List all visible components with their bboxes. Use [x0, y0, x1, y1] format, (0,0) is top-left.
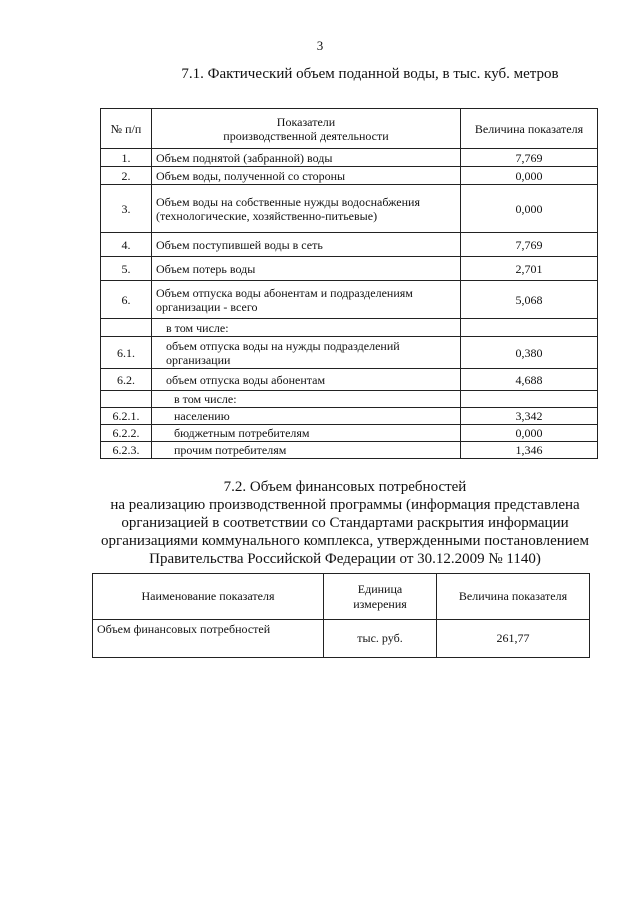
row-value: 1,346	[461, 442, 598, 459]
header-unit-line1: Единица	[357, 581, 403, 596]
table-row	[101, 167, 598, 185]
header-name: Наименование показателя	[93, 574, 324, 620]
row-num: 3.	[101, 185, 152, 233]
table-row	[101, 369, 598, 391]
row-value: 0,000	[461, 185, 598, 233]
row-name: Объем финансовых потребностей	[93, 620, 324, 658]
row-value: 0,000	[461, 425, 598, 442]
table-row	[101, 425, 598, 442]
section2-title	[80, 478, 610, 568]
row-label: объем отпуска воды абонентам	[152, 369, 461, 391]
section2-title-line4: организациями коммунального комплекса, утвержденными постановлением	[101, 533, 589, 549]
row-value	[461, 391, 598, 408]
row-label: бюджетным потребителям	[152, 425, 461, 442]
row-label: прочим потребителям	[152, 442, 461, 459]
table-row	[101, 149, 598, 167]
row-label: Объем воды, полученной со стороны	[152, 167, 461, 185]
row-unit: тыс. руб.	[324, 620, 437, 658]
row-value: 2,701	[461, 257, 598, 281]
row-num: 6.2.	[101, 369, 152, 391]
section2-title-line5: Правительства Российской Федерации от 30.12.2009 № 1140)	[149, 551, 541, 567]
row-num: 2.	[101, 167, 152, 185]
table-row	[101, 233, 598, 257]
header-value: Величина показателя	[461, 109, 598, 149]
row-label: Объем отпуска воды абонентам и подразделениям организации - всего	[152, 281, 461, 319]
header-indicator	[152, 109, 461, 149]
row-label: в том числе:	[152, 391, 461, 408]
table-row	[101, 185, 598, 233]
header-unit-line2: измерения	[353, 596, 407, 611]
row-label: Объем поступившей воды в сеть	[152, 233, 461, 257]
header-indicator-line2: производственной деятельности	[223, 128, 389, 143]
row-num: 1.	[101, 149, 152, 167]
section1-title: 7.1. Фактический объем поданной воды, в тыс. куб. метров	[181, 66, 559, 82]
table-row	[101, 257, 598, 281]
table-header-row	[101, 109, 598, 149]
table-row	[101, 337, 598, 369]
page-number: 3	[316, 38, 324, 53]
header-value: Величина показателя	[437, 574, 590, 620]
row-num: 5.	[101, 257, 152, 281]
row-value: 7,769	[461, 233, 598, 257]
row-value: 261,77	[437, 620, 590, 658]
financial-needs-table	[92, 573, 590, 658]
table-row	[101, 442, 598, 459]
row-num: 6.1.	[101, 337, 152, 369]
row-value: 5,068	[461, 281, 598, 319]
row-label: Объем воды на собственные нужды водоснабжения (технологические, хозяйственно-питьевые)	[152, 185, 461, 233]
table-row	[101, 391, 598, 408]
row-value: 0,000	[461, 167, 598, 185]
section2-title-line1: 7.2. Объем финансовых потребностей	[223, 479, 467, 495]
row-label: Объем поднятой (забранной) воды	[152, 149, 461, 167]
row-value: 4,688	[461, 369, 598, 391]
section2-title-line3: организацией в соответствии со Стандартами раскрытия информации	[121, 515, 569, 531]
row-value: 7,769	[461, 149, 598, 167]
row-num	[101, 391, 152, 408]
row-label: Объем потерь воды	[152, 257, 461, 281]
row-num: 6.2.3.	[101, 442, 152, 459]
row-label: населению	[152, 408, 461, 425]
table-row	[101, 319, 598, 337]
row-value	[461, 319, 598, 337]
row-num: 6.	[101, 281, 152, 319]
table-row	[101, 408, 598, 425]
section2-title-line2: на реализацию производственной программы (информация представлена	[110, 497, 580, 513]
row-num	[101, 319, 152, 337]
table-row	[101, 281, 598, 319]
table-header-row	[93, 574, 590, 620]
row-label: объем отпуска воды на нужды подразделений организации	[152, 337, 461, 369]
row-num: 6.2.2.	[101, 425, 152, 442]
table-row	[93, 620, 590, 658]
header-unit	[324, 574, 437, 620]
row-num: 4.	[101, 233, 152, 257]
header-num: № п/п	[101, 109, 152, 149]
row-label: в том числе:	[152, 319, 461, 337]
header-indicator-line1: Показатели	[276, 114, 336, 129]
row-value: 0,380	[461, 337, 598, 369]
row-num: 6.2.1.	[101, 408, 152, 425]
water-volume-table	[100, 108, 598, 459]
row-value: 3,342	[461, 408, 598, 425]
